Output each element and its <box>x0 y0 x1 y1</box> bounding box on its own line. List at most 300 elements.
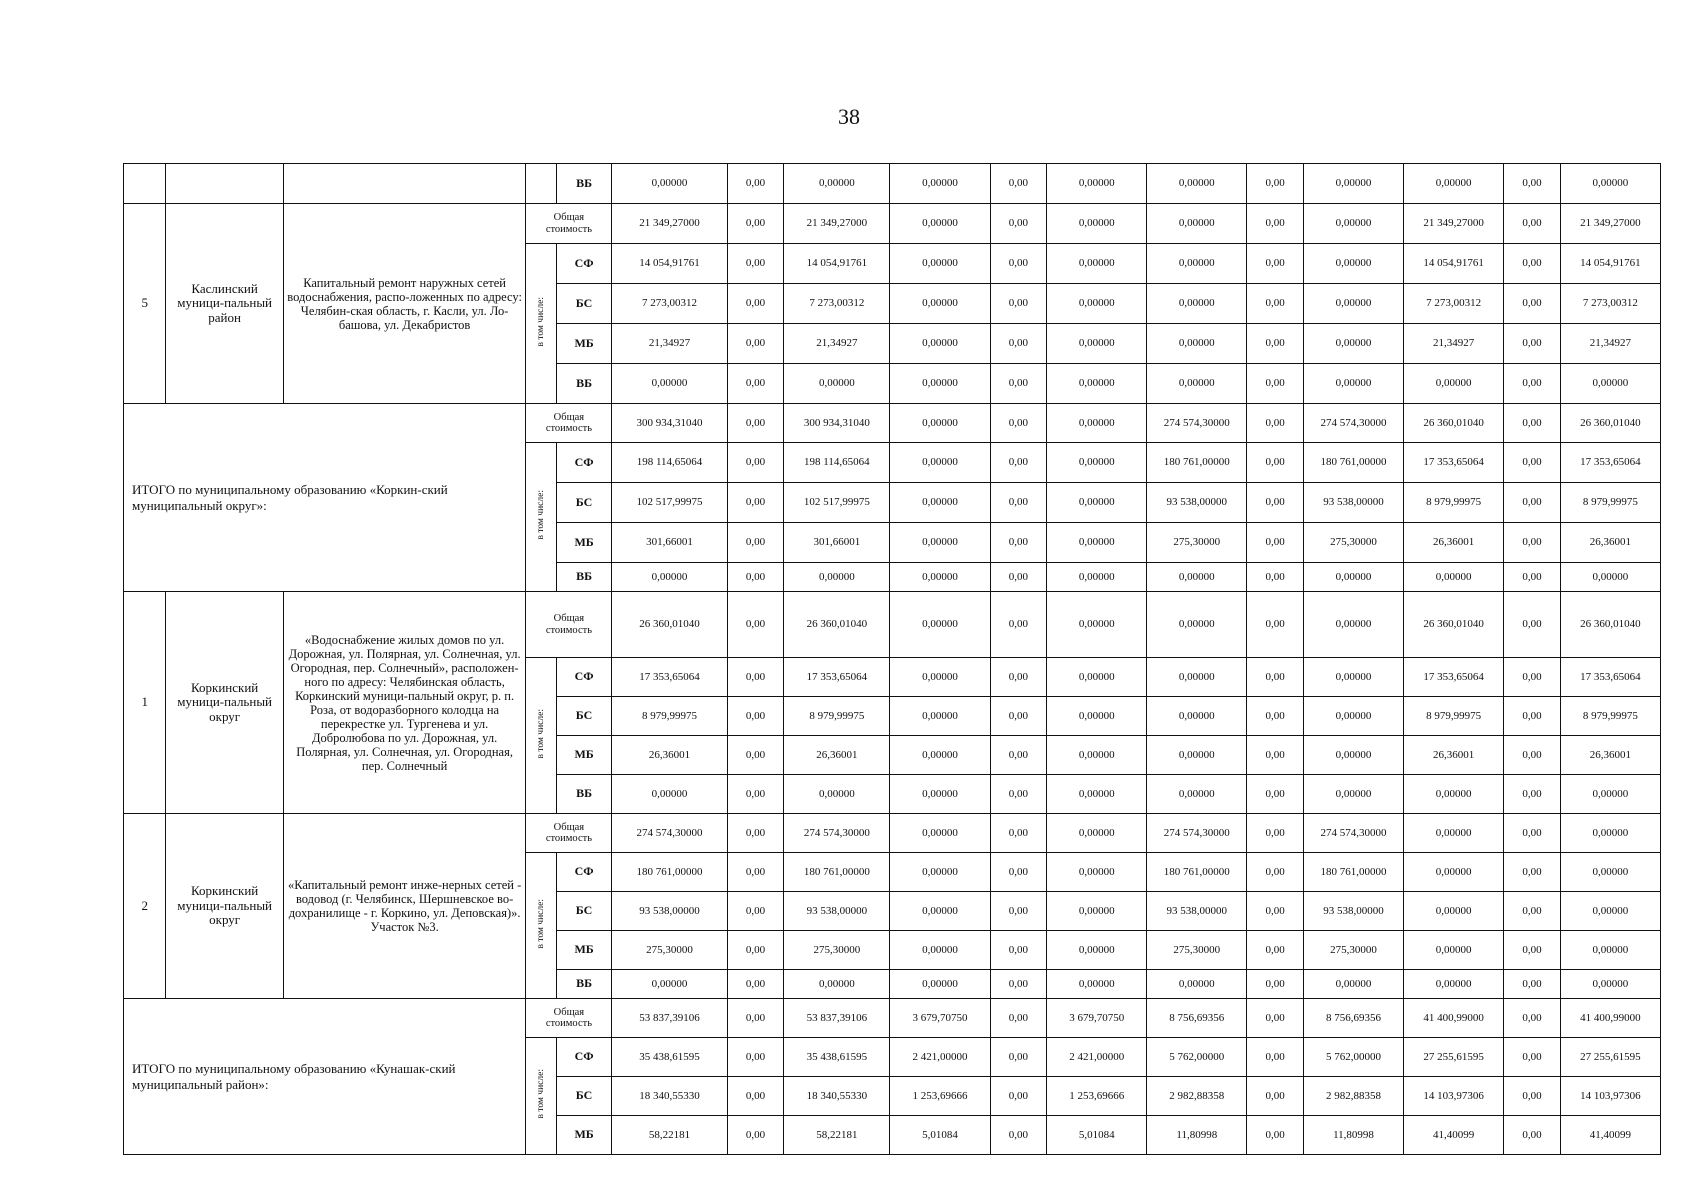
value-cell: 0,00 <box>1247 970 1304 999</box>
value-cell: 0,00000 <box>890 697 990 736</box>
value-cell: 0,00 <box>990 775 1047 814</box>
value-cell: 0,00000 <box>1560 164 1660 204</box>
value-cell: 17 353,65064 <box>1404 443 1504 483</box>
value-cell: 17 353,65064 <box>612 658 727 697</box>
fund-label: ВБ <box>556 563 612 592</box>
value-cell: 0,00 <box>1504 892 1561 931</box>
value-cell: 0,00000 <box>1047 404 1147 443</box>
value-cell: 7 273,00312 <box>612 284 727 324</box>
value-cell: 26,36001 <box>612 736 727 775</box>
value-cell: 0,00 <box>727 970 784 999</box>
value-cell: 0,00 <box>727 563 784 592</box>
value-cell: 301,66001 <box>612 523 727 563</box>
value-cell: 26,36001 <box>784 736 890 775</box>
value-cell: 0,00 <box>1247 204 1304 244</box>
value-cell: 0,00000 <box>890 970 990 999</box>
value-cell: 1 253,69666 <box>1047 1077 1147 1116</box>
value-cell: 0,00 <box>727 404 784 443</box>
total-cost-label: Общая стоимость <box>526 404 612 443</box>
value-cell: 0,00 <box>1247 483 1304 523</box>
value-cell: 0,00000 <box>1404 563 1504 592</box>
value-cell: 0,00 <box>1247 1077 1304 1116</box>
value-cell: 275,30000 <box>1303 931 1403 970</box>
value-cell: 0,00 <box>727 736 784 775</box>
value-cell: 0,00000 <box>1560 814 1660 853</box>
value-cell: 275,30000 <box>1147 931 1247 970</box>
table-row <box>124 814 1661 853</box>
value-cell: 0,00000 <box>1047 970 1147 999</box>
value-cell: 0,00 <box>1504 697 1561 736</box>
fund-label: БС <box>556 697 612 736</box>
value-cell: 275,30000 <box>612 931 727 970</box>
value-cell: 27 255,61595 <box>1404 1038 1504 1077</box>
value-cell: 0,00000 <box>1560 853 1660 892</box>
value-cell: 0,00000 <box>1303 563 1403 592</box>
table-body <box>124 164 1661 1155</box>
value-cell: 102 517,99975 <box>612 483 727 523</box>
table-row <box>124 999 1661 1038</box>
fund-label: БС <box>556 284 612 324</box>
value-cell: 93 538,00000 <box>1303 892 1403 931</box>
value-cell: 0,00000 <box>1147 164 1247 204</box>
value-cell: 8 756,69356 <box>1303 999 1403 1038</box>
value-cell: 0,00 <box>990 592 1047 658</box>
value-cell: 0,00000 <box>890 892 990 931</box>
value-cell: 0,00 <box>727 658 784 697</box>
value-cell: 17 353,65064 <box>784 658 890 697</box>
value-cell: 0,00000 <box>1047 658 1147 697</box>
value-cell: 300 934,31040 <box>784 404 890 443</box>
value-cell: 26,36001 <box>1404 523 1504 563</box>
value-cell: 274 574,30000 <box>1147 814 1247 853</box>
value-cell: 0,00000 <box>1047 931 1147 970</box>
value-cell: 14 103,97306 <box>1404 1077 1504 1116</box>
row-index: 1 <box>124 592 166 814</box>
value-cell: 0,00 <box>1504 164 1561 204</box>
value-cell: 0,00 <box>1504 244 1561 284</box>
value-cell: 17 353,65064 <box>1404 658 1504 697</box>
value-cell: 0,00 <box>727 1077 784 1116</box>
value-cell: 0,00000 <box>1147 592 1247 658</box>
project-description: «Капитальный ремонт инже-нерных сетей - водовод (г. Челябинск, Шершневское во-дохранилище - г. Коркино, ул. Деповская)». Участок №3. <box>283 814 526 999</box>
value-cell: 0,00000 <box>1147 204 1247 244</box>
value-cell: 0,00000 <box>1047 443 1147 483</box>
value-cell: 0,00 <box>1247 244 1304 284</box>
value-cell: 0,00000 <box>1303 204 1403 244</box>
value-cell: 93 538,00000 <box>1147 483 1247 523</box>
value-cell: 0,00000 <box>1047 523 1147 563</box>
value-cell: 0,00000 <box>1047 164 1147 204</box>
value-cell: 8 979,99975 <box>1560 697 1660 736</box>
value-cell: 0,00000 <box>1047 483 1147 523</box>
value-cell: 0,00000 <box>1404 931 1504 970</box>
total-cost-label: Общая стоимость <box>526 814 612 853</box>
value-cell: 8 979,99975 <box>1404 483 1504 523</box>
value-cell: 2 421,00000 <box>1047 1038 1147 1077</box>
value-cell: 0,00000 <box>1560 970 1660 999</box>
fund-label: МБ <box>556 1116 612 1155</box>
value-cell: 0,00000 <box>1404 814 1504 853</box>
value-cell: 0,00000 <box>890 814 990 853</box>
value-cell: 0,00000 <box>890 563 990 592</box>
value-cell: 0,00000 <box>1303 244 1403 284</box>
value-cell: 0,00 <box>727 999 784 1038</box>
value-cell: 0,00 <box>1247 364 1304 404</box>
value-cell: 0,00 <box>1247 999 1304 1038</box>
municipality-cell <box>166 164 283 204</box>
value-cell: 0,00000 <box>1303 592 1403 658</box>
value-cell: 180 761,00000 <box>1303 853 1403 892</box>
value-cell: 0,00 <box>727 775 784 814</box>
value-cell: 198 114,65064 <box>784 443 890 483</box>
table-row <box>124 164 1661 204</box>
value-cell: 21,34927 <box>1404 324 1504 364</box>
municipality-name: Каслинский муници-пальный район <box>166 204 283 404</box>
value-cell: 0,00000 <box>1147 658 1247 697</box>
value-cell: 5,01084 <box>890 1116 990 1155</box>
value-cell: 0,00000 <box>612 563 727 592</box>
value-cell: 0,00 <box>990 523 1047 563</box>
fund-label: БС <box>556 892 612 931</box>
value-cell: 274 574,30000 <box>784 814 890 853</box>
value-cell: 0,00000 <box>1303 697 1403 736</box>
value-cell: 17 353,65064 <box>1560 443 1660 483</box>
value-cell: 180 761,00000 <box>1303 443 1403 483</box>
value-cell: 0,00000 <box>1303 324 1403 364</box>
value-cell: 7 273,00312 <box>784 284 890 324</box>
value-cell: 14 054,91761 <box>612 244 727 284</box>
value-cell: 0,00000 <box>1303 284 1403 324</box>
value-cell: 0,00 <box>727 892 784 931</box>
value-cell: 14 054,91761 <box>1404 244 1504 284</box>
value-cell: 275,30000 <box>1303 523 1403 563</box>
value-cell: 0,00 <box>1504 592 1561 658</box>
value-cell: 0,00 <box>1247 775 1304 814</box>
value-cell: 0,00000 <box>890 658 990 697</box>
value-cell: 21 349,27000 <box>1560 204 1660 244</box>
value-cell: 301,66001 <box>784 523 890 563</box>
value-cell: 8 979,99975 <box>1404 697 1504 736</box>
including-cell <box>526 164 556 204</box>
value-cell: 0,00 <box>1504 970 1561 999</box>
value-cell: 26 360,01040 <box>1404 404 1504 443</box>
value-cell: 26 360,01040 <box>784 592 890 658</box>
value-cell: 2 982,88358 <box>1147 1077 1247 1116</box>
value-cell: 0,00000 <box>1047 244 1147 284</box>
value-cell: 0,00000 <box>1047 204 1147 244</box>
value-cell: 0,00000 <box>1147 775 1247 814</box>
fund-label: СФ <box>556 1038 612 1077</box>
value-cell: 274 574,30000 <box>1303 404 1403 443</box>
value-cell: 0,00 <box>990 164 1047 204</box>
value-cell: 0,00 <box>1504 814 1561 853</box>
total-cost-label: Общая стоимость <box>526 592 612 658</box>
value-cell: 21 349,27000 <box>1404 204 1504 244</box>
value-cell: 0,00 <box>727 204 784 244</box>
value-cell: 0,00000 <box>784 775 890 814</box>
value-cell: 0,00 <box>727 1038 784 1077</box>
value-cell: 0,00 <box>990 658 1047 697</box>
value-cell: 0,00 <box>727 284 784 324</box>
value-cell: 0,00 <box>1504 204 1561 244</box>
value-cell: 41,40099 <box>1560 1116 1660 1155</box>
municipality-name: Коркинский муници-пальный округ <box>166 592 283 814</box>
fund-label: ВБ <box>556 775 612 814</box>
value-cell: 0,00000 <box>1047 775 1147 814</box>
value-cell: 26 360,01040 <box>1560 404 1660 443</box>
value-cell: 0,00 <box>990 970 1047 999</box>
project-description: «Водоснабжение жилых домов по ул. Дорожная, ул. Полярная, ул. Солнечная, ул. Огородная, пер. Солнечный», расположен-ного по адресу: Челябинская область, Коркинский муници-пальный округ, р. п. Роза, от водоразборного колодца на перекрестке ул. Тургенева и ул. Добролюбова по ул. Дорожная, ул. Полярная, ул. Солнечная, ул. Огородная, пер. Солнечный <box>283 592 526 814</box>
value-cell: 0,00000 <box>1047 592 1147 658</box>
subtotal-label: ИТОГО по муниципальному образованию «Коркин-ский муниципальный округ»: <box>124 404 526 592</box>
value-cell: 274 574,30000 <box>1303 814 1403 853</box>
value-cell: 0,00 <box>990 892 1047 931</box>
value-cell: 0,00000 <box>1047 892 1147 931</box>
value-cell: 21,34927 <box>784 324 890 364</box>
value-cell: 8 756,69356 <box>1147 999 1247 1038</box>
value-cell: 0,00 <box>990 1077 1047 1116</box>
value-cell: 18 340,55330 <box>784 1077 890 1116</box>
value-cell: 0,00 <box>1247 592 1304 658</box>
value-cell: 0,00000 <box>612 970 727 999</box>
value-cell: 0,00000 <box>1303 658 1403 697</box>
value-cell: 0,00000 <box>612 364 727 404</box>
value-cell: 0,00000 <box>1303 736 1403 775</box>
value-cell: 0,00 <box>727 244 784 284</box>
value-cell: 0,00000 <box>1147 324 1247 364</box>
value-cell: 0,00 <box>1247 892 1304 931</box>
value-cell: 0,00000 <box>890 483 990 523</box>
value-cell: 0,00 <box>1247 697 1304 736</box>
value-cell: 35 438,61595 <box>784 1038 890 1077</box>
value-cell: 275,30000 <box>784 931 890 970</box>
value-cell: 26 360,01040 <box>612 592 727 658</box>
value-cell: 0,00 <box>727 697 784 736</box>
value-cell: 5,01084 <box>1047 1116 1147 1155</box>
value-cell: 0,00 <box>1247 164 1304 204</box>
value-cell: 93 538,00000 <box>1303 483 1403 523</box>
value-cell: 0,00000 <box>890 204 990 244</box>
budget-table <box>123 163 1661 1155</box>
value-cell: 41,40099 <box>1404 1116 1504 1155</box>
value-cell: 0,00000 <box>1560 775 1660 814</box>
value-cell: 0,00 <box>1247 443 1304 483</box>
value-cell: 0,00 <box>990 931 1047 970</box>
value-cell: 0,00 <box>1247 1038 1304 1077</box>
value-cell: 0,00000 <box>1047 736 1147 775</box>
value-cell: 0,00 <box>1247 1116 1304 1155</box>
value-cell: 58,22181 <box>612 1116 727 1155</box>
value-cell: 0,00 <box>1504 775 1561 814</box>
fund-label: МБ <box>556 931 612 970</box>
fund-label: МБ <box>556 324 612 364</box>
value-cell: 0,00000 <box>1147 736 1247 775</box>
value-cell: 35 438,61595 <box>612 1038 727 1077</box>
value-cell: 0,00 <box>727 853 784 892</box>
value-cell: 0,00000 <box>1147 970 1247 999</box>
value-cell: 0,00 <box>990 404 1047 443</box>
value-cell: 0,00 <box>1247 404 1304 443</box>
value-cell: 0,00 <box>727 814 784 853</box>
value-cell: 0,00000 <box>1303 364 1403 404</box>
value-cell: 0,00000 <box>784 970 890 999</box>
value-cell: 0,00 <box>1504 483 1561 523</box>
fund-label: СФ <box>556 244 612 284</box>
value-cell: 0,00000 <box>784 563 890 592</box>
value-cell: 5 762,00000 <box>1303 1038 1403 1077</box>
value-cell: 0,00000 <box>1560 563 1660 592</box>
value-cell: 21 349,27000 <box>784 204 890 244</box>
value-cell: 0,00000 <box>1404 853 1504 892</box>
fund-label: МБ <box>556 736 612 775</box>
value-cell: 180 761,00000 <box>612 853 727 892</box>
value-cell: 0,00 <box>1247 814 1304 853</box>
project-description: Капитальный ремонт наружных сетей водоснабжения, распо-ложенных по адресу: Челябин-ская область, г. Касли, ул. Ло-башова, ул. Декабристов <box>283 204 526 404</box>
value-cell: 274 574,30000 <box>612 814 727 853</box>
index-cell <box>124 164 166 204</box>
value-cell: 0,00 <box>1504 736 1561 775</box>
value-cell: 0,00000 <box>1147 244 1247 284</box>
value-cell: 14 054,91761 <box>784 244 890 284</box>
value-cell: 180 761,00000 <box>784 853 890 892</box>
value-cell: 21,34927 <box>1560 324 1660 364</box>
row-index: 5 <box>124 204 166 404</box>
value-cell: 0,00000 <box>1404 892 1504 931</box>
fund-label: ВБ <box>556 970 612 999</box>
value-cell: 0,00 <box>990 814 1047 853</box>
value-cell: 0,00 <box>990 284 1047 324</box>
value-cell: 0,00000 <box>1404 364 1504 404</box>
value-cell: 0,00000 <box>890 443 990 483</box>
total-cost-label: Общая стоимость <box>526 204 612 244</box>
value-cell: 0,00000 <box>1147 563 1247 592</box>
value-cell: 0,00 <box>990 1038 1047 1077</box>
value-cell: 58,22181 <box>784 1116 890 1155</box>
value-cell: 0,00 <box>990 204 1047 244</box>
value-cell: 0,00 <box>990 697 1047 736</box>
value-cell: 0,00 <box>1247 563 1304 592</box>
value-cell: 180 761,00000 <box>1147 443 1247 483</box>
value-cell: 26,36001 <box>1404 736 1504 775</box>
value-cell: 0,00000 <box>1560 931 1660 970</box>
value-cell: 7 273,00312 <box>1404 284 1504 324</box>
value-cell: 1 253,69666 <box>890 1077 990 1116</box>
value-cell: 275,30000 <box>1147 523 1247 563</box>
total-cost-label: Общая стоимость <box>526 999 612 1038</box>
table-row <box>124 592 1661 658</box>
including-label: в том числе: <box>526 853 556 999</box>
value-cell: 11,80998 <box>1303 1116 1403 1155</box>
value-cell: 0,00000 <box>1303 164 1403 204</box>
value-cell: 0,00000 <box>1404 970 1504 999</box>
value-cell: 0,00 <box>1504 931 1561 970</box>
value-cell: 21,34927 <box>612 324 727 364</box>
value-cell: 0,00 <box>727 324 784 364</box>
fund-label: МБ <box>556 523 612 563</box>
value-cell: 0,00 <box>1504 658 1561 697</box>
value-cell: 0,00 <box>1504 523 1561 563</box>
value-cell: 11,80998 <box>1147 1116 1247 1155</box>
fund-label: ВБ <box>556 364 612 404</box>
value-cell: 0,00000 <box>1047 284 1147 324</box>
value-cell: 0,00 <box>1247 658 1304 697</box>
value-cell: 102 517,99975 <box>784 483 890 523</box>
value-cell: 0,00000 <box>1047 563 1147 592</box>
value-cell: 21 349,27000 <box>612 204 727 244</box>
value-cell: 0,00000 <box>1303 970 1403 999</box>
row-index: 2 <box>124 814 166 999</box>
value-cell: 93 538,00000 <box>1147 892 1247 931</box>
value-cell: 0,00000 <box>612 775 727 814</box>
value-cell: 0,00 <box>990 736 1047 775</box>
value-cell: 0,00000 <box>890 244 990 284</box>
value-cell: 0,00 <box>727 592 784 658</box>
value-cell: 300 934,31040 <box>612 404 727 443</box>
value-cell: 0,00 <box>727 164 784 204</box>
value-cell: 0,00 <box>1247 931 1304 970</box>
value-cell: 0,00 <box>727 523 784 563</box>
value-cell: 0,00 <box>990 483 1047 523</box>
fund-label: СФ <box>556 658 612 697</box>
value-cell: 198 114,65064 <box>612 443 727 483</box>
page-number: 38 <box>838 104 860 129</box>
value-cell: 7 273,00312 <box>1560 284 1660 324</box>
including-label: в том числе: <box>526 244 556 404</box>
value-cell: 0,00000 <box>612 164 727 204</box>
value-cell: 0,00 <box>1247 324 1304 364</box>
value-cell: 26,36001 <box>1560 523 1660 563</box>
value-cell: 14 054,91761 <box>1560 244 1660 284</box>
value-cell: 0,00 <box>1504 853 1561 892</box>
value-cell: 0,00000 <box>890 853 990 892</box>
value-cell: 0,00000 <box>1404 164 1504 204</box>
value-cell: 0,00000 <box>1560 364 1660 404</box>
value-cell: 180 761,00000 <box>1147 853 1247 892</box>
value-cell: 0,00000 <box>890 523 990 563</box>
value-cell: 26,36001 <box>1560 736 1660 775</box>
value-cell: 0,00000 <box>890 404 990 443</box>
value-cell: 0,00000 <box>890 931 990 970</box>
value-cell: 0,00 <box>1247 736 1304 775</box>
value-cell: 0,00000 <box>1147 284 1247 324</box>
value-cell: 41 400,99000 <box>1560 999 1660 1038</box>
value-cell: 0,00000 <box>890 736 990 775</box>
including-label: в том числе: <box>526 443 556 592</box>
value-cell: 0,00 <box>990 244 1047 284</box>
value-cell: 0,00 <box>1504 999 1561 1038</box>
table-row <box>124 204 1661 244</box>
value-cell: 0,00 <box>727 483 784 523</box>
description-cell <box>283 164 526 204</box>
value-cell: 0,00 <box>1504 404 1561 443</box>
value-cell: 274 574,30000 <box>1147 404 1247 443</box>
value-cell: 0,00000 <box>1303 775 1403 814</box>
value-cell: 0,00 <box>1504 324 1561 364</box>
value-cell: 0,00 <box>727 1116 784 1155</box>
value-cell: 0,00 <box>990 1116 1047 1155</box>
value-cell: 0,00000 <box>784 364 890 404</box>
municipality-name: Коркинский муници-пальный округ <box>166 814 283 999</box>
value-cell: 8 979,99975 <box>784 697 890 736</box>
value-cell: 0,00 <box>990 853 1047 892</box>
value-cell: 0,00000 <box>784 164 890 204</box>
value-cell: 3 679,70750 <box>1047 999 1147 1038</box>
value-cell: 26 360,01040 <box>1560 592 1660 658</box>
value-cell: 53 837,39106 <box>784 999 890 1038</box>
value-cell: 0,00000 <box>1147 697 1247 736</box>
value-cell: 8 979,99975 <box>1560 483 1660 523</box>
fund-label: СФ <box>556 853 612 892</box>
